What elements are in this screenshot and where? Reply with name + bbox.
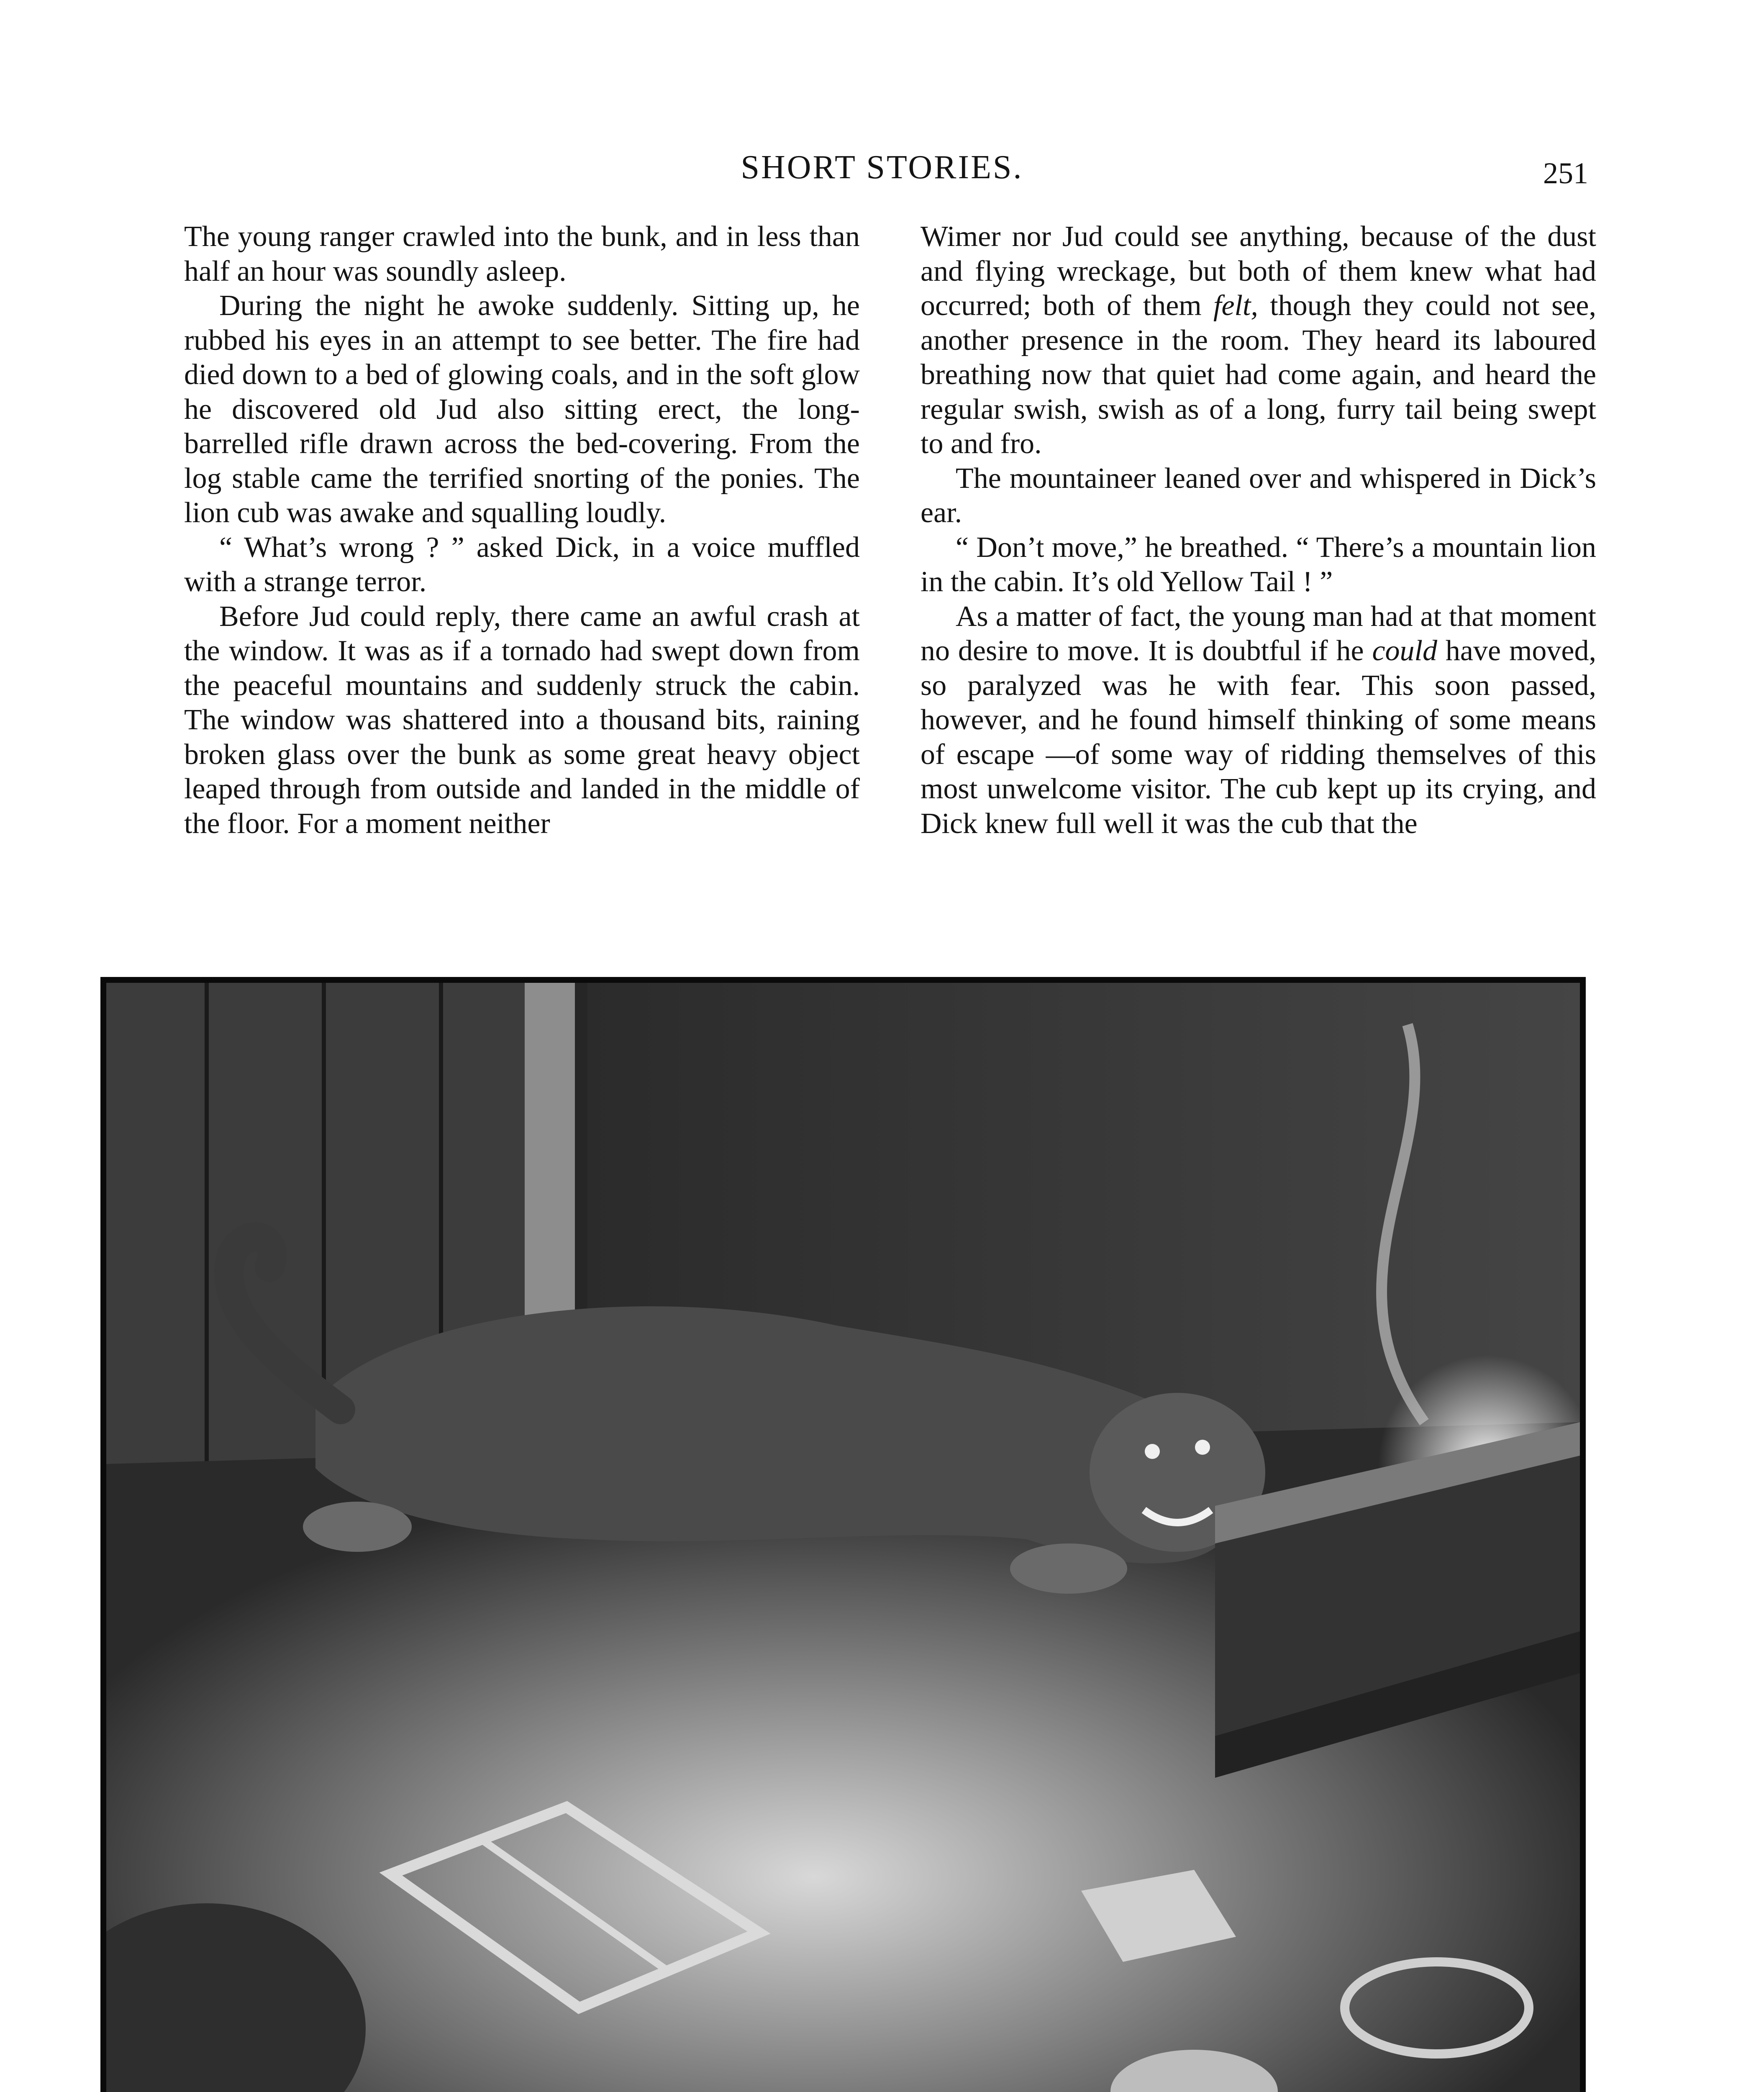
paragraph: “ What’s wrong ? ” asked Dick, in a voice muffled with a strange terror.: [184, 531, 860, 598]
paragraph: [920, 600, 1596, 841]
paragraph: [920, 220, 1596, 461]
page-number: 251: [1543, 156, 1588, 190]
left-text-column: [184, 220, 860, 841]
right-text-column: [920, 220, 1596, 841]
text-run: Wimer nor Jud could see anything, because of the dust and flying wreckage, but both of them knew what had occurred; both of them: [920, 220, 1596, 322]
illustration-drawing: [106, 983, 1580, 2092]
italic-emphasis: felt,: [1213, 290, 1258, 322]
mountain-lion-illustration: [100, 977, 1586, 2092]
paragraph: Before Jud could reply, there came an awful crash at the window. It was as if a tornado had swept down from the peaceful mountains and suddenly struck the cabin. The window was shattered into a thousand bits, raining broken glass over the bunk as some great heavy object leaped through from outside and landed in the middle of the floor. For a moment neither: [184, 600, 860, 840]
text-run: As a matter of fact, the young man had at that moment no desire to move. It is doubtful if he: [920, 600, 1596, 667]
running-head: SHORT STORIES.: [741, 149, 1023, 186]
text-run: though they could not see, another presence in the room. They heard its laboured breathing now that quiet had come again, and heard the regular swish, swish as of a long, furry tail being swept to and fro.: [920, 290, 1596, 460]
text-run: have moved, so paralyzed was he with fear. This soon passed, however, and he found himself thinking of some means of escape —of some way of ridding themselves of this most unwelcome visitor. The cub kept up its crying, and Dick knew full well it was the cub that the: [920, 635, 1596, 840]
paragraph: During the night he awoke suddenly. Sitting up, he rubbed his eyes in an attempt to see better. The fire had died down to a bed of glowing coals, and in the soft glow he discovered old Jud also sitting erect, the long-barrelled rifle drawn across the bed-covering. From the log stable came the terrified snorting of the ponies. The lion cub was awake and squalling loudly.: [184, 290, 860, 529]
italic-emphasis: could: [1372, 635, 1437, 667]
paragraph: The young ranger crawled into the bunk, and in less than half an hour was soundly asleep.: [184, 220, 860, 287]
page-header: [0, 149, 1764, 199]
paragraph: “ Don’t move,” he breathed. “ There’s a mountain lion in the cabin. It’s old Yellow Tail ! ”: [920, 531, 1596, 598]
paragraph: The mountaineer leaned over and whispered in Dick’s ear.: [920, 462, 1596, 529]
